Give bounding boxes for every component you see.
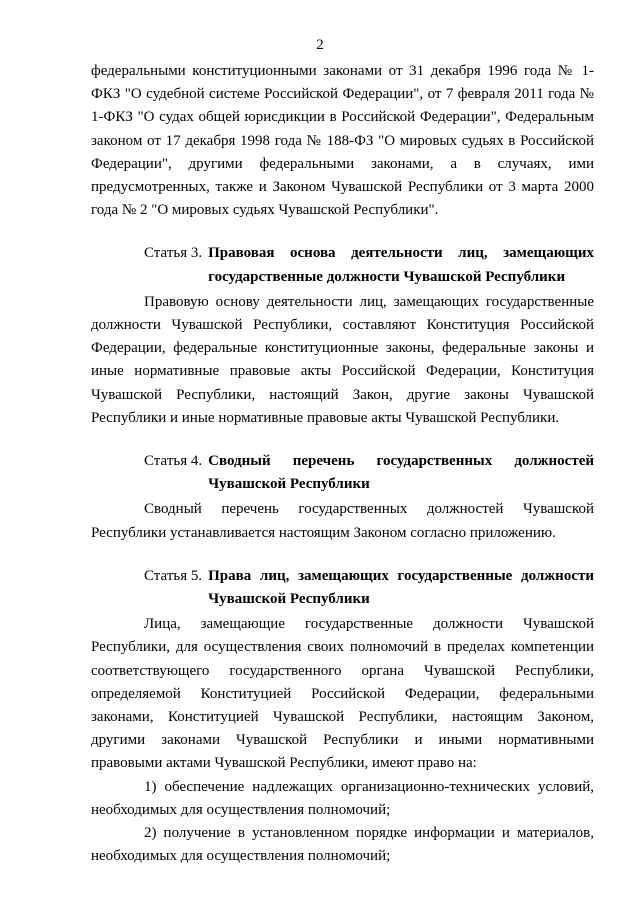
article-4-title: Сводный перечень государственных должностей Чувашской Республики — [208, 453, 594, 493]
article-4-number: Статья 4. — [144, 453, 203, 470]
article-5-title: Права лиц, замещающих государственные должности Чувашской Республики — [208, 567, 594, 608]
article-5-paragraph: Лица, замещающие государственные должности Чувашской Республики, для осуществления своих полномочий в пределах компетенции соответствующего государственного органа Чувашской Республики, определяемой Конституцией Российской Федерации, федеральными законами, Конституцией Чувашской Республики, настоящим Законом, другими законами Чувашской Республики и иными нормативными правовыми актами Чувашской Республики, имеют право на: — [91, 616, 594, 772]
article-4-heading — [91, 450, 594, 496]
article-3-paragraph: Правовую основу деятельности лиц, замещающих государственные должности Чувашской Республики, составляют Конституция Российской Федерации, федеральные конституционные законы, федеральные законы и иные нормативные правовые акты Российской Федерации, Конституция Чувашской Республики, настоящий Закон, другие законы Чувашской Республики и иные нормативные правовые акты Чувашской Республики. — [91, 293, 594, 426]
article-3-number: Статья 3. — [144, 245, 203, 262]
article-3-heading — [91, 242, 594, 288]
article-5-heading — [91, 565, 594, 611]
article-5-number: Статья 5. — [144, 567, 203, 584]
page-number: 2 — [316, 37, 324, 53]
article-5-list-item-2: 2) получение в установленном порядке информации и материалов, необходимых для осуществления полномочий; — [91, 825, 594, 865]
article-3-title: Правовая основа деятельности лиц, замещающих государственные должности Чувашской Республики — [208, 245, 594, 285]
article-4-paragraph: Сводный перечень государственных должностей Чувашской Республики устанавливается настоящим Законом согласно приложению. — [91, 501, 594, 541]
article-5-list-item-1: 1) обеспечение надлежащих организационно-технических условий, необходимых для осуществления полномочий; — [91, 778, 594, 818]
intro-paragraph: федеральными конституционными законами от 31 декабря 1996 года № 1-ФКЗ "О судебной системе Российской Федерации", от 7 февраля 2011 года № 1-ФКЗ "О судах общей юрисдикции в Российской Федерации", Федеральным законом от 17 декабря 1998 года № 188-ФЗ "О мировых судьях в Российской Федерации", другими федеральными законами, а в случаях, ими предусмотренных, также и Законом Чувашской Республики от 3 марта 2000 года № 2 "О мировых судьях Чувашской Республики". — [91, 63, 594, 219]
document-body — [91, 60, 594, 869]
